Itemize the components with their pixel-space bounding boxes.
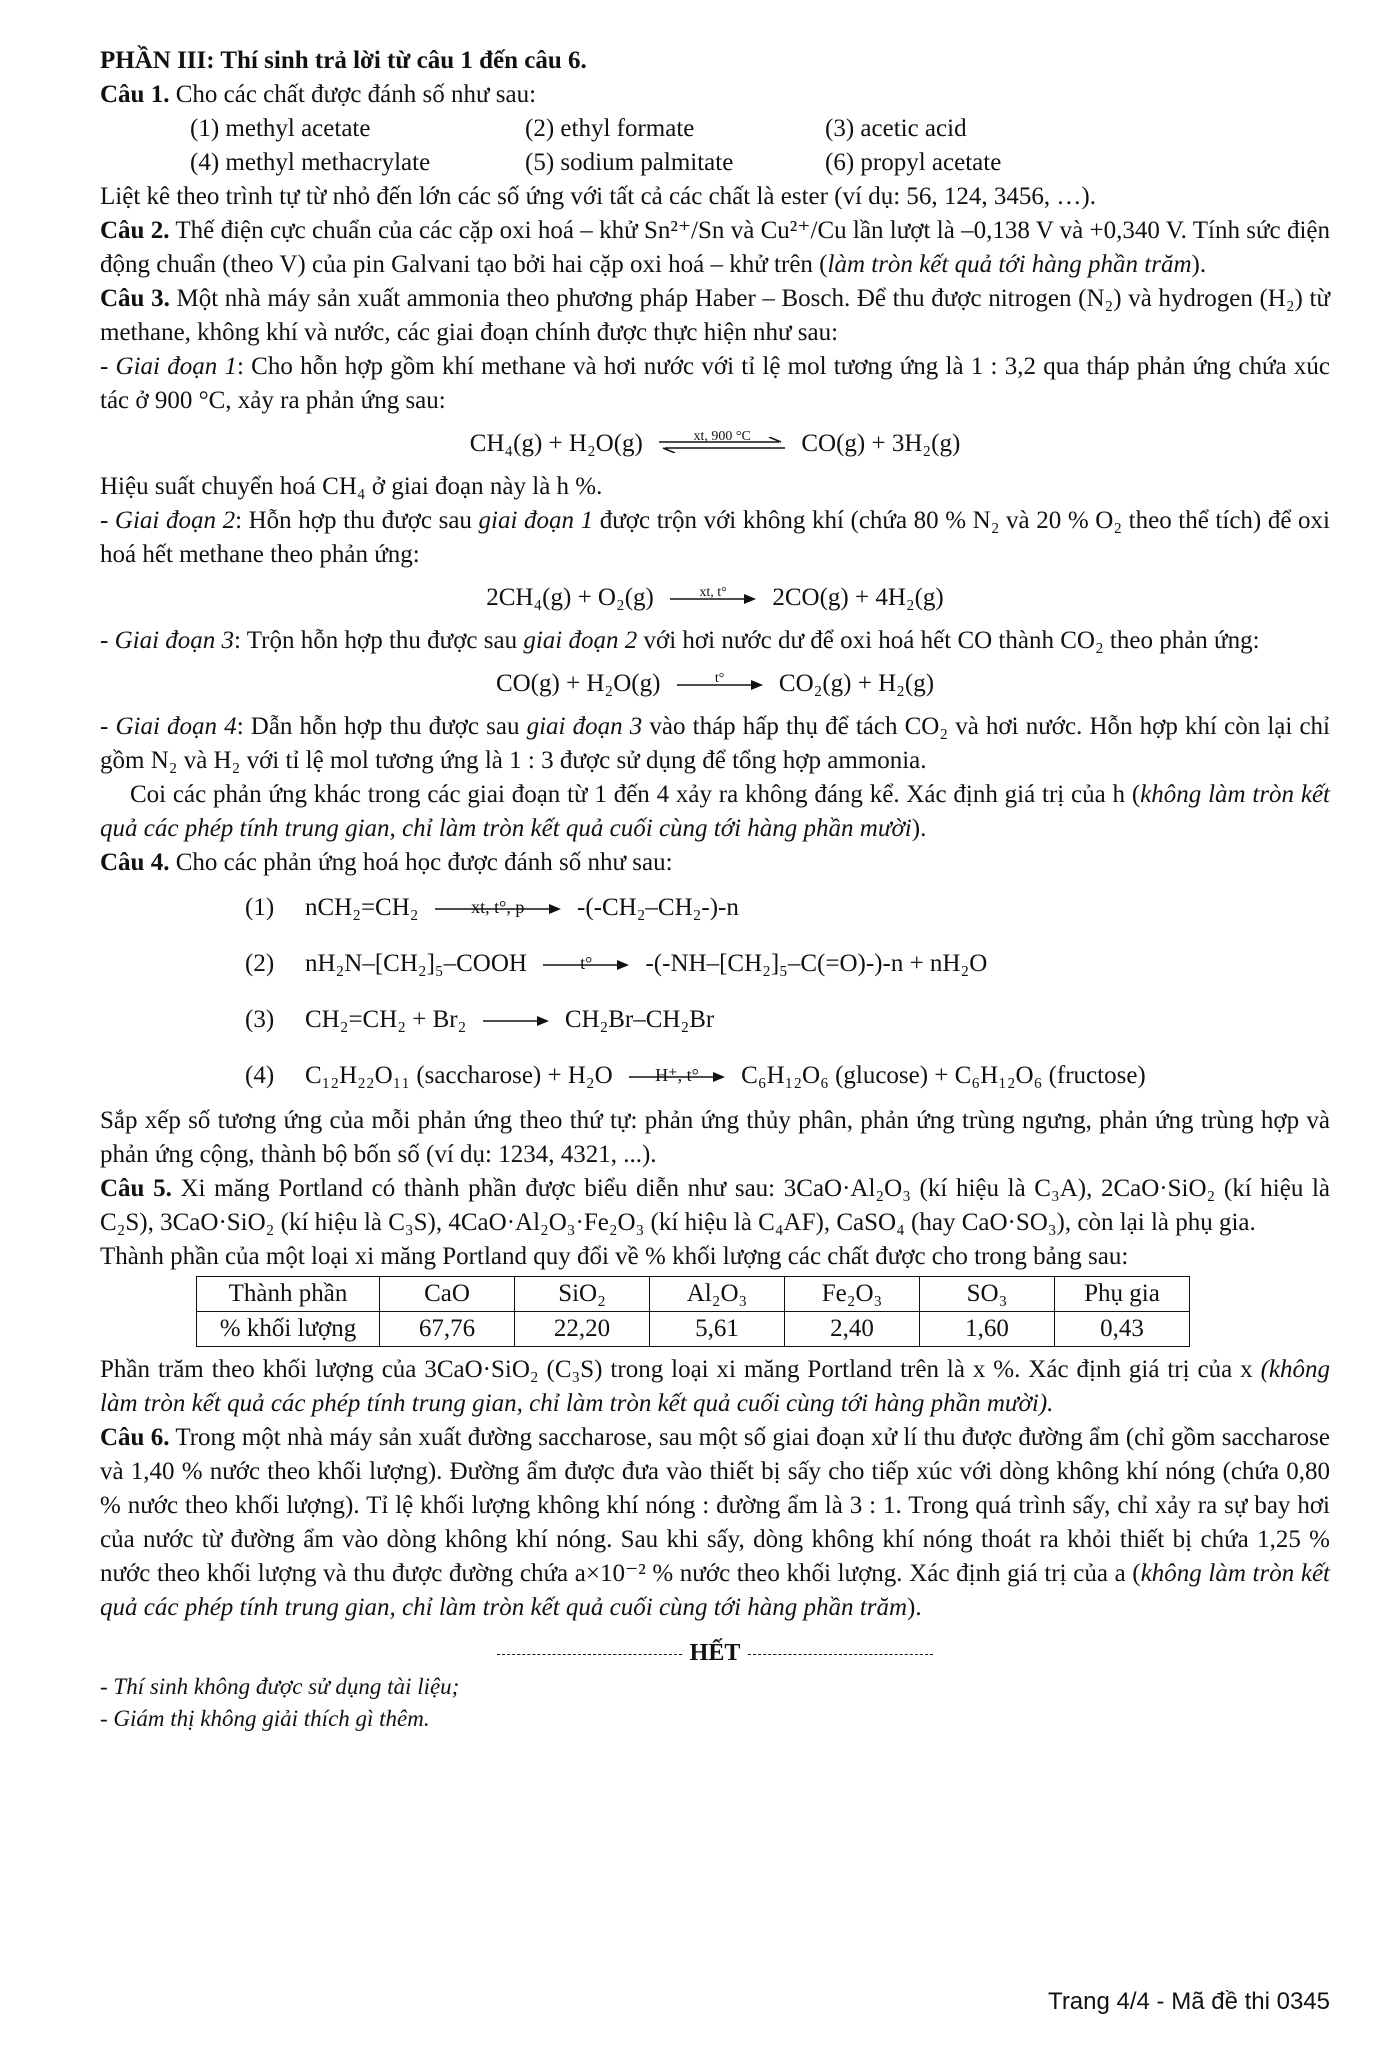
equation-2: 2CH₄(g) + O₂(g) xt, t° 2CO(g) + 4H₂(g) — [486, 584, 944, 611]
equation-1: CH₄(g) + H₂O(g) xt, 900 °C CO(g) + 3H₂(g) — [469, 429, 961, 457]
right-arrow-icon: xt, t° — [668, 593, 758, 605]
question-5-table-intro: Thành phần của một loại xi măng Portland quy đổi về % khối lượng các chất được cho trong bảng sau: — [100, 1243, 1129, 1270]
table-cell: SO₃ — [920, 1277, 1055, 1312]
option: (6) propyl acetate — [825, 149, 1002, 176]
question-label: Câu 2. — [100, 217, 170, 244]
reaction-1: nCH₂=CH₂ xt, t°, p -(-CH₂–CH₂-)-n — [305, 894, 739, 921]
right-arrow-icon — [481, 1015, 551, 1027]
question-label: Câu 1. — [100, 81, 170, 108]
option: (5) sodium palmitate — [525, 149, 734, 176]
question-1-intro: Câu 1. Cho các chất được đánh số như sau: — [100, 81, 537, 108]
footnote: - Thí sinh không được sử dụng tài liệu; — [100, 1674, 460, 1699]
reaction-2: nH₂N–[CH₂]₅–COOH t° -(-NH–[CH₂]₅–C(=O)-)-n + nH₂O — [305, 950, 988, 977]
end-marker: HẾT — [100, 1635, 1330, 1671]
page-footer: Trang 4/4 - Mã đề thi 0345 — [1048, 1988, 1330, 2015]
right-arrow-icon: xt, t°, p — [433, 903, 563, 915]
table-cell: 0,43 — [1055, 1312, 1190, 1347]
reaction-number: (4) — [245, 1062, 275, 1089]
reaction-number: (3) — [245, 1006, 275, 1033]
right-arrow-icon: H⁺, t° — [627, 1071, 727, 1083]
stage-3: - Giai đoạn 3: Trộn hỗn hợp thu được sau giai đoạn 2 với hơi nước dư để oxi hoá hết CO thành CO₂ theo phản ứng: — [100, 627, 1260, 654]
question-label: Câu 6. — [100, 1424, 170, 1451]
question-label: Câu 5. — [100, 1175, 172, 1202]
table-cell: Phụ gia — [1055, 1277, 1190, 1312]
table-cell: 2,40 — [785, 1312, 920, 1347]
table-cell: Thành phần — [197, 1277, 380, 1312]
table-cell: Al₂O₃ — [650, 1277, 785, 1312]
table-cell: 22,20 — [515, 1312, 650, 1347]
question-4-intro: Câu 4. Cho các phản ứng hoá học được đánh số như sau: — [100, 849, 673, 876]
reaction-list — [100, 880, 1330, 1104]
option: (4) methyl methacrylate — [190, 149, 431, 176]
stage-4: - Giai đoạn 4: Dẫn hỗn hợp thu được sau giai đoạn 3 vào tháp hấp thụ để tách CO₂ và hơi nước. Hỗn hợp khí còn lại chỉ gồm N₂ và H₂ với tỉ lệ mol tương ứng là 1 : 3 được sử dụng để tổng hợp ammonia. — [100, 713, 1330, 774]
reaction-3: CH₂=CH₂ + Br₂ CH₂Br–CH₂Br — [305, 1006, 715, 1033]
table-cell: 1,60 — [920, 1312, 1055, 1347]
question-5-ask: Phần trăm theo khối lượng của 3CaO·SiO₂ (C₃S) trong loại xi măng Portland trên là x %. Xác định giá trị của x (không làm tròn kết quả các phép tính trung gian, chỉ làm tròn kết quả cuối cùng tới hàng phần mười). — [100, 1356, 1330, 1417]
stage-1: - Giai đoạn 1: Cho hỗn hợp gồm khí methane và hơi nước với tỉ lệ mol tương ứng là 1 : 3,2 qua tháp phản ứng chứa xúc tác ở 900 °C, xảy ra phản ứng sau: — [100, 353, 1330, 414]
equilibrium-arrow-icon: xt, 900 °C — [657, 437, 787, 453]
reaction-4: C₁₂H₂₂O₁₁ (saccharose) + H₂O H⁺, t° C₆H₁₂O₆ (glucose) + C₆H₁₂O₆ (fructose) — [305, 1062, 1146, 1089]
table-cell: 67,76 — [380, 1312, 515, 1347]
footnote: - Giám thị không giải thích gì thêm. — [100, 1706, 430, 1731]
question-label: Câu 4. — [100, 849, 170, 876]
table-cell: % khối lượng — [197, 1312, 380, 1347]
table-cell: Fe₂O₃ — [785, 1277, 920, 1312]
divider — [748, 1654, 933, 1655]
question-3-ask: Coi các phản ứng khác trong các giai đoạn từ 1 đến 4 xảy ra không đáng kể. Xác định giá trị của h (không làm tròn kết quả các phép tính trung gian, chỉ làm tròn kết quả cuối cùng tới hàng phần mười). — [100, 781, 1330, 842]
stage-1-efficiency: Hiệu suất chuyển hoá CH₄ ở giai đoạn này là h %. — [100, 473, 603, 500]
table-cell: 5,61 — [650, 1312, 785, 1347]
question-label: Câu 3. — [100, 285, 170, 312]
reaction-number: (1) — [245, 894, 275, 921]
composition-table — [196, 1276, 1190, 1347]
question-3-intro: Câu 3. Một nhà máy sản xuất ammonia theo phương pháp Haber – Bosch. Để thu được nitrogen (N₂) và hydrogen (H₂) từ methane, không khí và nước, các giai đoạn chính được thực hiện như sau: — [100, 285, 1330, 346]
question-6: Câu 6. Trong một nhà máy sản xuất đường saccharose, sau một số giai đoạn xử lí thu được đường ẩm (chỉ gồm saccharose và 1,40 % nước theo khối lượng). Đường ẩm được đưa vào thiết bị sấy cho tiếp xúc với dòng không khí nóng (chứa 0,80 % nước theo khối lượng). Tỉ lệ khối lượng không khí nóng : đường ẩm là 3 : 1. Trong quá trình sấy, chỉ xảy ra sự bay hơi của nước từ đường ẩm vào dòng không khí nóng. Sau khi sấy, dòng không khí nóng thoát ra khỏi thiết bị chứa 1,25 % nước theo khối lượng và thu được đường chứa a×10⁻² % nước theo khối lượng. Xác định giá trị của a (không làm tròn kết quả các phép tính trung gian, chỉ làm tròn kết quả cuối cùng tới hàng phần trăm). — [100, 1424, 1330, 1621]
option: (1) methyl acetate — [190, 115, 371, 142]
table-header-row — [197, 1277, 1190, 1312]
table-cell: CaO — [380, 1277, 515, 1312]
table-cell: SiO₂ — [515, 1277, 650, 1312]
right-arrow-icon: t° — [675, 679, 765, 691]
reaction-number: (2) — [245, 950, 275, 977]
table-row — [197, 1312, 1190, 1347]
question-1-options — [100, 112, 1330, 180]
option: (3) acetic acid — [825, 115, 967, 142]
equation-3: CO(g) + H₂O(g) t° CO₂(g) + H₂(g) — [495, 670, 935, 697]
question-4-ask: Sắp xếp số tương ứng của mỗi phản ứng theo thứ tự: phản ứng thủy phân, phản ứng trùng ngưng, phản ứng trùng hợp và phản ứng cộng, thành bộ bốn số (ví dụ: 1234, 4321, ...). — [100, 1107, 1330, 1168]
question-5-intro: Câu 5. Xi măng Portland có thành phần được biểu diễn như sau: 3CaO·Al₂O₃ (kí hiệu là C₃A), 2CaO·SiO₂ (kí hiệu là C₂S), 3CaO·SiO₂ (kí hiệu là C₃S), 4CaO·Al₂O₃·Fe₂O₃ (kí hiệu là C₄AF), CaSO₄ (hay CaO·SO₃), còn lại là phụ gia. — [100, 1175, 1331, 1236]
right-arrow-icon: t° — [541, 959, 631, 971]
question-1-ask: Liệt kê theo trình tự từ nhỏ đến lớn các số ứng với tất cả các chất là ester (ví dụ: 56, 124, 3456, …). — [100, 183, 1096, 210]
option: (2) ethyl formate — [525, 115, 695, 142]
question-2: Câu 2. Thế điện cực chuẩn của các cặp oxi hoá – khử Sn²⁺/Sn và Cu²⁺/Cu lần lượt là –0,138 V và +0,340 V. Tính sức điện động chuẩn (theo V) của pin Galvani tạo bởi hai cặp oxi hoá – khử trên (làm tròn kết quả tới hàng phần trăm). — [100, 217, 1330, 278]
stage-2: - Giai đoạn 2: Hỗn hợp thu được sau giai đoạn 1 được trộn với không khí (chứa 80 % N₂ và 20 % O₂ theo thể tích) để oxi hoá hết methane theo phản ứng: — [100, 507, 1330, 568]
divider — [497, 1654, 682, 1655]
part-title: PHẦN III: Thí sinh trả lời từ câu 1 đến câu 6. — [100, 47, 587, 74]
